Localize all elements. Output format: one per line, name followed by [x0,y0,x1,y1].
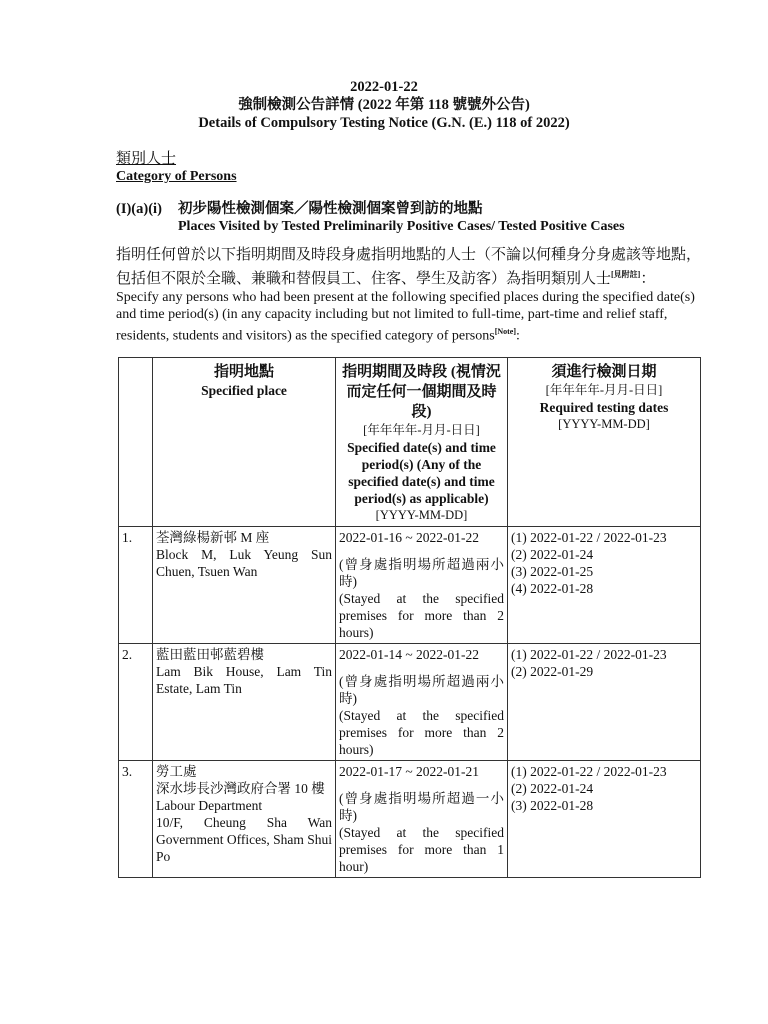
row-testing-dates: (1) 2022-01-22 / 2022-01-23 (2) 2022-01-24 (3) 2022-01-28 [508,761,701,878]
section-heading [116,200,716,236]
row-number: 3. [119,761,153,878]
section-number: (I)(a)(i) [116,201,162,217]
intro-zh-note: [見附註] [611,270,641,279]
section-title-zh: 初步陽性檢測個案／陽性檢測個案曾到訪的地點 [178,201,483,217]
notice-title-zh: 強制檢測公告詳情 (2022 年第 118 號號外公告) [238,97,530,113]
row-testing-dates: (1) 2022-01-22 / 2022-01-23 (2) 2022-01-24 (3) 2022-01-25 (4) 2022-01-28 [508,527,701,644]
notice-header [0,78,768,132]
header-period: 指明期間及時段 (視情況而定任何一個期間及時段) [年年年年-月月-日日] Specified date(s) and time period(s) (Any of the specified date(s) and time period(s) as applicable) [YYYY-MM-DD] [336,358,508,527]
category-heading [116,150,237,186]
notice-date: 2022-01-22 [350,79,418,95]
table-row [119,644,701,761]
row-place: 藍田藍田邨藍碧樓 Lam Bik House, Lam Tin Estate, Lam Tin [153,644,336,761]
row-period: 2022-01-17 ~ 2022-01-21 (曾身處指明場所超過一小時) (Stayed at the specified premises for more than 1 hour) [336,761,508,878]
row-period: 2022-01-16 ~ 2022-01-22 (曾身處指明場所超過兩小時) (Stayed at the specified premises for more than 2 hours) [336,527,508,644]
intro-en: Specify any persons who had been present at the following specified places during the specified date(s) and time period(s) (in any capacity including but not limited to full-time, part-time and relief staff, residents, students and visitors) as the specified category of persons[Note]: [116,290,695,344]
header-place: 指明地點 Specified place [153,358,336,527]
row-number: 1. [119,527,153,644]
header-number [119,358,153,527]
row-testing-dates: (1) 2022-01-22 / 2022-01-23 (2) 2022-01-29 [508,644,701,761]
intro-zh: 指明任何曾於以下指明期間及時段身處指明地點的人士（不論以何種身分身處該等地點，包括但不限於全職、兼職和替假員工、住客、學生及訪客）為指明類別人士[見附註]： [116,247,702,287]
category-en: Category of Persons [116,169,237,184]
row-period: 2022-01-14 ~ 2022-01-22 (曾身處指明場所超過兩小時) (Stayed at the specified premises for more than 2 hours) [336,644,508,761]
section-title-en: Places Visited by Tested Preliminarily Positive Cases/ Tested Positive Cases [178,219,625,234]
table-row [119,761,701,878]
row-place: 勞工處 深水埗長沙灣政府合署 10 樓 Labour Department 10/F, Cheung Sha Wan Government Offices, Sham Shui Po [153,761,336,878]
intro-paragraph [116,245,706,345]
notice-title-en: Details of Compulsory Testing Notice (G.N. (E.) 118 of 2022) [198,115,570,131]
table-row [119,527,701,644]
category-zh: 類別人士 [116,151,177,167]
row-number: 2. [119,644,153,761]
row-place: 荃灣綠楊新邨 M 座 Block M, Luk Yeung Sun Chuen, Tsuen Wan [153,527,336,644]
intro-en-note: [Note] [494,327,517,336]
table-header-row [119,358,701,527]
places-table [118,357,701,878]
header-testing: 須進行檢測日期 [年年年年-月月-日日] Required testing dates [YYYY-MM-DD] [508,358,701,527]
